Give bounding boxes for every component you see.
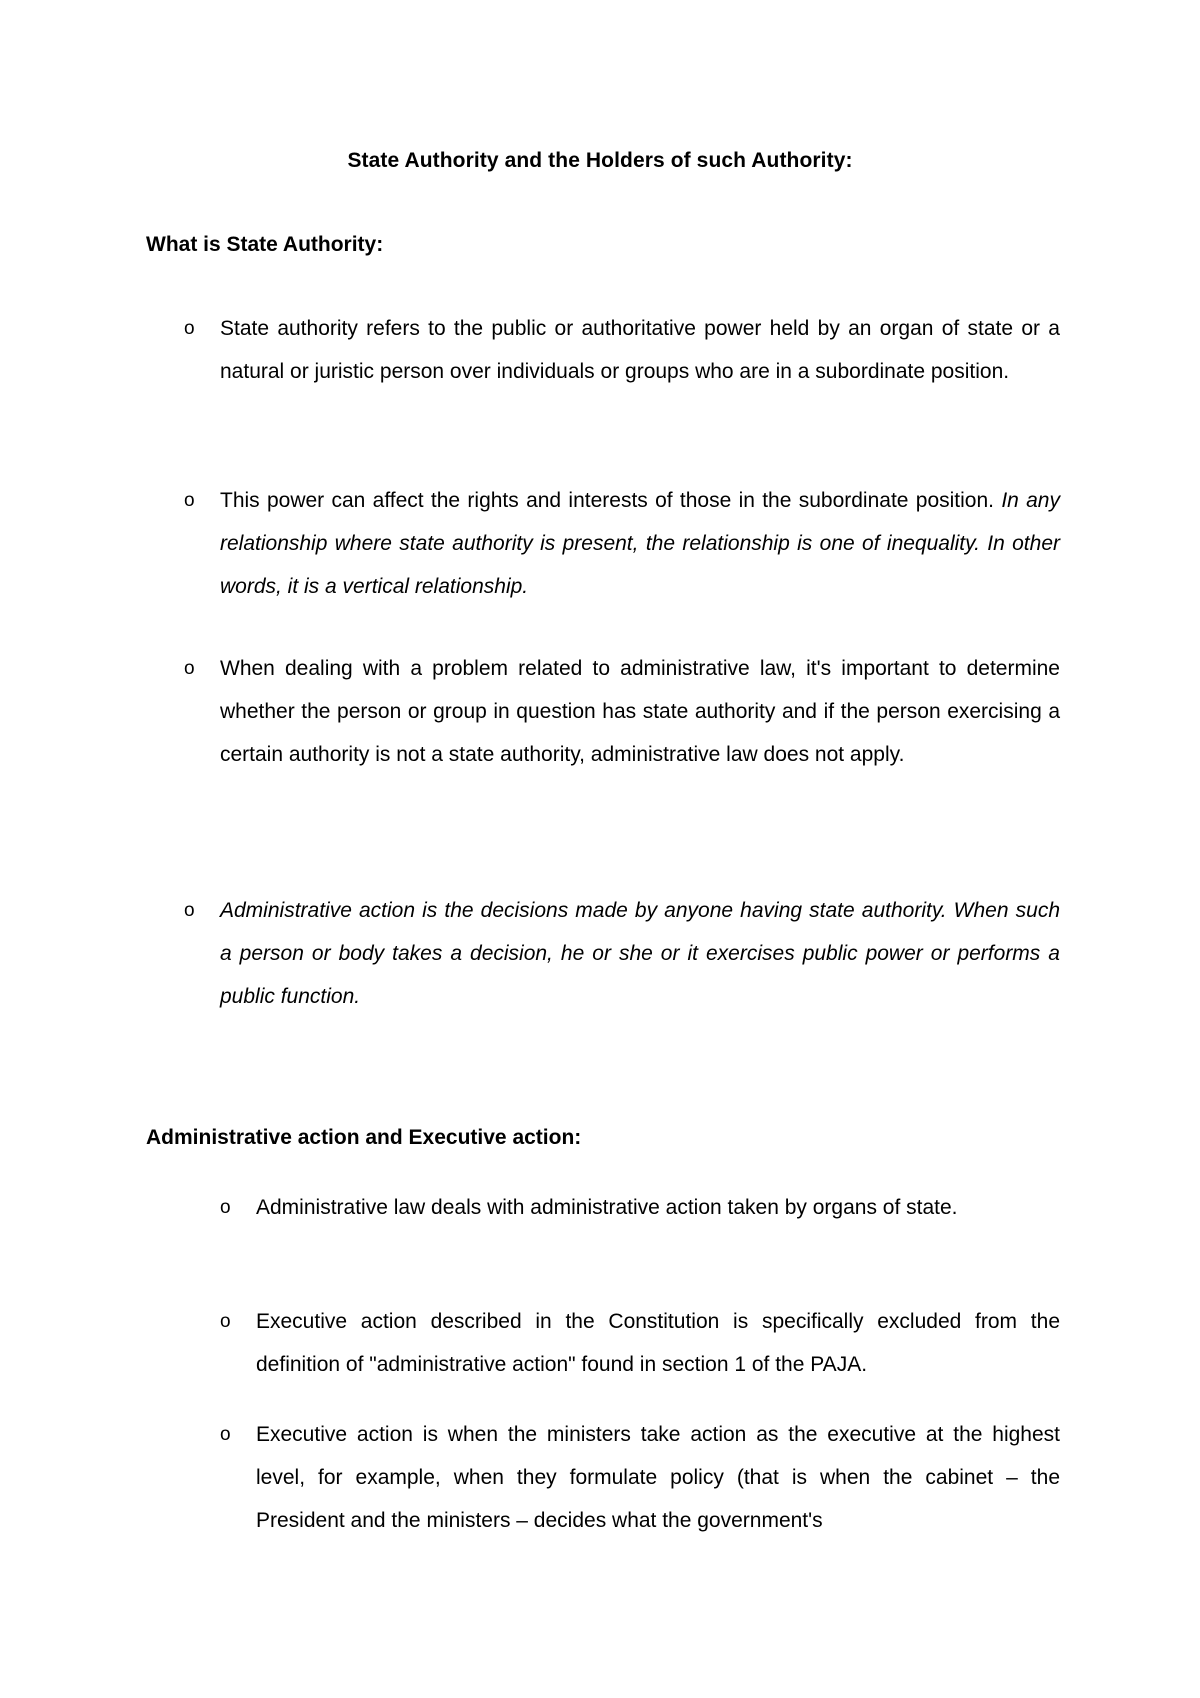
bullet-text: Executive action described in the Constitution is specifically excluded from the definition of "administrative action" found in section 1 of the PAJA.	[256, 1310, 1060, 1376]
bullet-marker-icon: o	[184, 658, 195, 679]
bullet-text: This power can affect the rights and interests of those in the subordinate position.	[220, 489, 994, 512]
bullet-text: Administrative law deals with administrative action taken by organs of state.	[256, 1196, 958, 1219]
list-item	[220, 1186, 1060, 1229]
list-item	[220, 1300, 1060, 1386]
page-title: State Authority and the Holders of such Authority:	[347, 149, 853, 172]
bullet-italic-text: Administrative action is the decisions made by anyone having state authority. When such a person or body takes a decision, he or she or it exercises public power or performs a public function.	[220, 899, 1060, 1008]
list-item	[184, 479, 1060, 608]
bullet-marker-icon: o	[220, 1311, 231, 1332]
bullet-text: State authority refers to the public or authoritative power held by an organ of state or a natural or juristic person over individuals or groups who are in a subordinate position.	[220, 317, 1060, 383]
bullet-text: When dealing with a problem related to administrative law, it's important to determine whether the person or group in question has state authority and if the person exercising a certain authority is not a state authority, administrative law does not apply.	[220, 657, 1060, 766]
bullet-text: Executive action is when the ministers take action as the executive at the highest level, for example, when they formulate policy (that is when the cabinet – the President and the ministers – decides what the government's	[256, 1423, 1060, 1532]
section-heading-state-authority: What is State Authority:	[146, 233, 384, 256]
list-item	[220, 1413, 1060, 1542]
bullet-marker-icon: o	[184, 318, 195, 339]
bullet-marker-icon: o	[184, 490, 195, 511]
list-item	[184, 889, 1060, 1018]
bullet-marker-icon: o	[220, 1424, 231, 1445]
section-heading-administrative-executive: Administrative action and Executive action:	[146, 1126, 582, 1149]
list-item	[184, 647, 1060, 776]
bullet-marker-icon: o	[220, 1197, 231, 1218]
bullet-marker-icon: o	[184, 900, 195, 921]
bullet-italic-text: In any relationship where state authority is present, the relationship is one of inequality. In other words, it is a vertical relationship.	[220, 489, 1060, 598]
list-item	[184, 307, 1060, 393]
